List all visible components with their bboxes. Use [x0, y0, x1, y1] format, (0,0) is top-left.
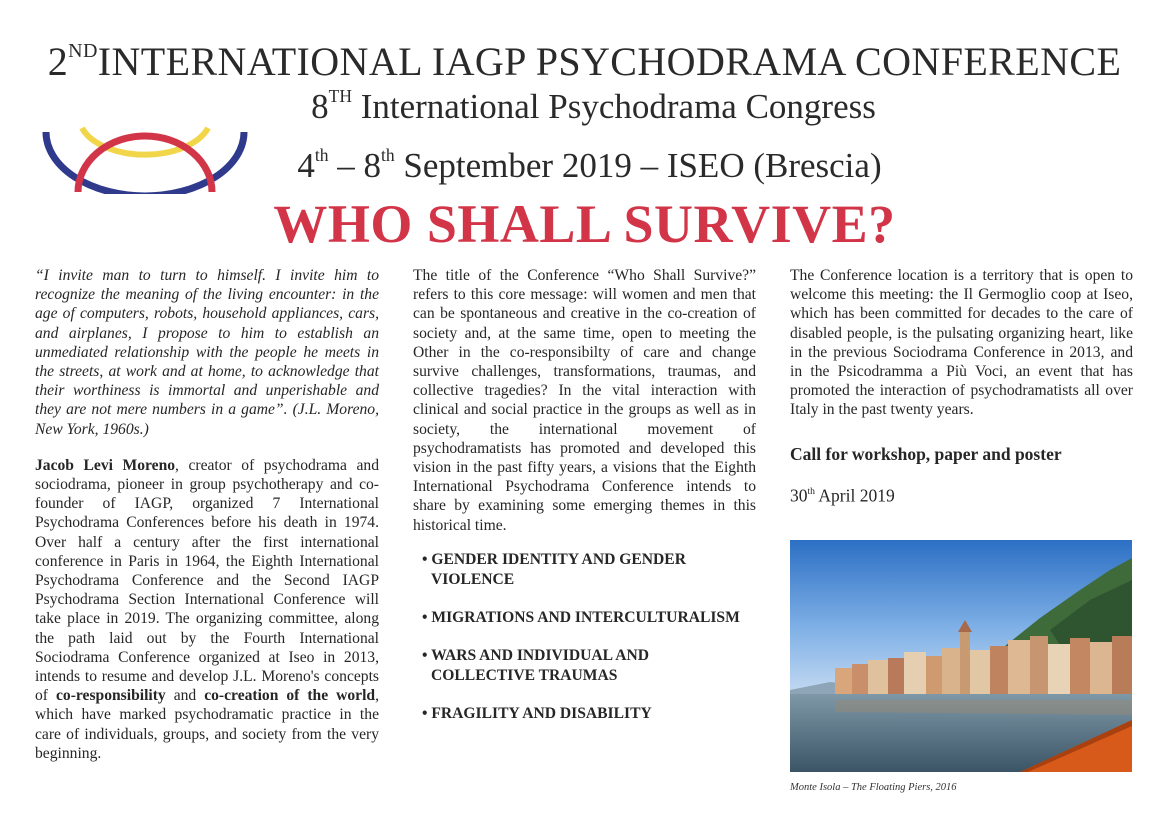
theme-item: • GENDER IDENTITY AND GENDER VIOLENCE [422, 550, 686, 588]
call-for-papers: Call for workshop, paper and poster [790, 443, 1062, 464]
dates-end-ordinal: th [381, 145, 395, 165]
theme-item: • MIGRATIONS AND INTERCULTURALISM [422, 608, 740, 626]
title-text: INTERNATIONAL IAGP PSYCHODRAMA CONFERENCE [97, 39, 1122, 84]
congress-subtitle [0, 86, 1169, 127]
deadline-date [790, 482, 1133, 506]
headline-who-shall-survive: WHO SHALL SURVIVE? [273, 194, 896, 254]
column-left [35, 266, 379, 763]
bio-name: Jacob Levi Moreno [35, 456, 176, 474]
subtitle-number: 8 [311, 86, 329, 126]
conference-title [0, 38, 1169, 85]
theme-item: • WARS AND INDIVIDUAL AND COLLECTIVE TRAUMAS [422, 646, 649, 684]
title-number: 2 [47, 39, 69, 84]
bio-bold-cocreation: co-creation of the world [204, 687, 376, 705]
subtitle-text: International Psychodrama Congress [351, 86, 876, 126]
conference-title-paragraph: The title of the Conference “Who Shall Survive?” refers to this core message: will women and men that can be spontaneous and creative in the co-creation of society and, at the same time, open to meeting the Other in the co-responsibilty of care and change survive challenges, transformations, traumas, and collective tragedies? In the vital interaction with clinical and social practice in the groups as well as in society, the international movement of psychodramatists has promoted and developed this vision in the past fifty years, a visions that the Eighth International Psychodrama Conference intends to share by examining some emerging themes in this historical time. [413, 267, 756, 534]
location-paragraph: The Conference location is a territory that is open to welcome this meeting: the Il Germoglio coop at Iseo, which has been committed for decades to the care of disabled people, is the pulsating organizing heart, like in the previous Sociodrama Conference in 2013, and in the Psicodramma a Più Voci, an event that has promoted the interaction of psychodramatists all over Italy in the past twenty years. [790, 267, 1133, 419]
bio-end: , which have marked psychodramatic practice in the care of individuals, groups, and society from the very beginning. [35, 687, 380, 762]
bio-and: and [165, 687, 205, 705]
iagp-arcs-logo [40, 124, 250, 194]
deadline-rest: April 2019 [814, 485, 895, 506]
dates-location: September 2019 – ISEO (Brescia) [394, 145, 882, 185]
themes-list [413, 550, 756, 724]
column-right [790, 266, 1133, 506]
bio-text: , creator of psychodrama and sociodrama, pioneer in group psychotherapy and co-founder of IAGP, organized 7 International Psychodrama Conferences before his death in 1974. Over half a century after the first international conference in Paris in 1964, the Eighth International Psychodrama Conference and the Second IAGP Psychodrama Section International Conference will take place in 2019. The organizing committee, along the path laid out by the Fourth International Sociodrama Conference organized at Iseo in 2013, intends to resume and develop J.L. Moreno's concepts of [35, 456, 379, 705]
moreno-quote: “I invite man to turn to himself. I invite him to recognize the meaning of the living encounter: in the age of computers, robots, household appliances, cars, and airplanes, I propose to him to establish an unmediated relationship with the people he meets in the streets, at work and at home, to acknowledge that their worthiness is immortal and unperishable and they are not mere numbers in a game”. (J.L. Moreno, New York, 1960s.) [35, 267, 379, 438]
moreno-bio [35, 456, 379, 763]
dates-start: 4 [297, 145, 315, 185]
monte-isola-photo [790, 540, 1132, 772]
photo-caption: Monte Isola – The Floating Piers, 2016 [790, 782, 957, 793]
dates-end: – 8 [328, 145, 382, 185]
subtitle-ordinal: TH [328, 86, 352, 106]
title-ordinal: ND [68, 40, 98, 62]
deadline-day: 30 [790, 485, 808, 506]
theme-item: • FRAGILITY AND DISABILITY [422, 704, 652, 722]
dates-start-ordinal: th [314, 145, 329, 165]
deadline-ordinal: th [807, 485, 815, 497]
bio-bold-coresponsibility: co-responsibility [55, 687, 166, 705]
column-middle [413, 266, 756, 742]
